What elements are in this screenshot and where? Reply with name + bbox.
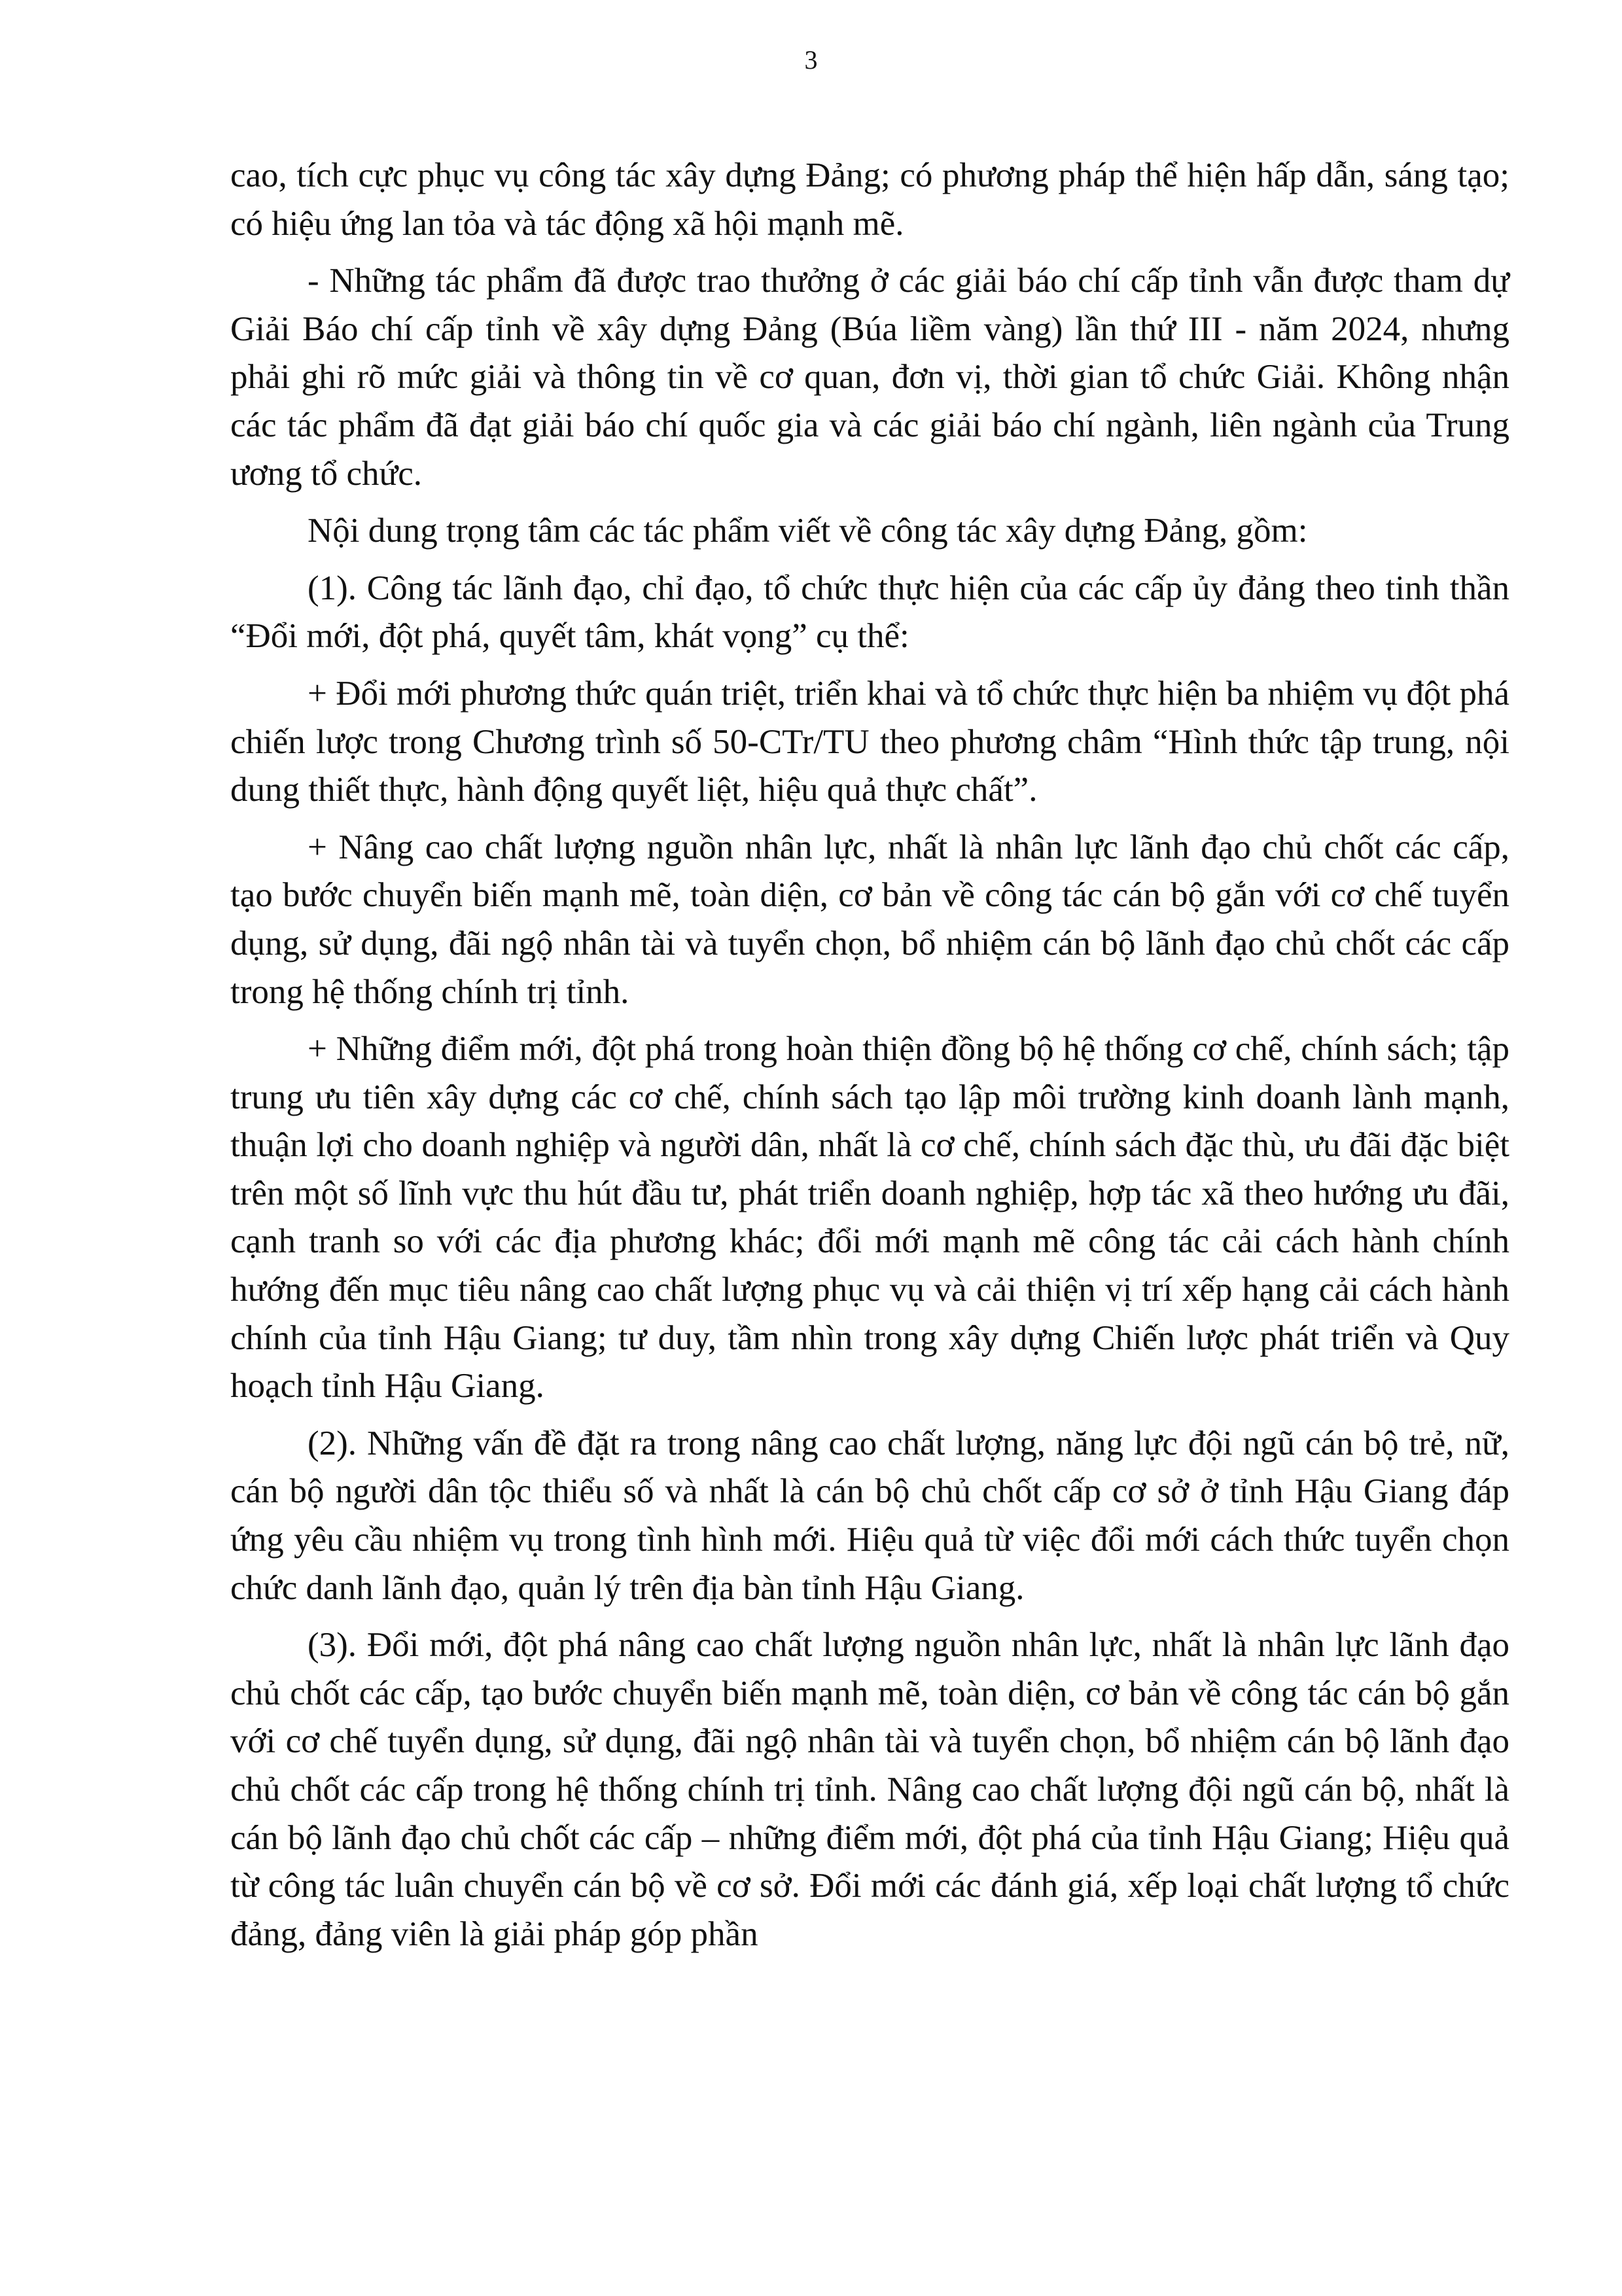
- paragraph-focus-content-intro: Nội dung trọng tâm các tác phẩm viết về công tác xây dựng Đảng, gồm:: [308, 512, 1308, 550]
- document-body: [230, 152, 1509, 1968]
- paragraph-continuation: cao, tích cực phục vụ công tác xây dựng Đảng; có phương pháp thể hiện hấp dẫn, sáng tạo; có hiệu ứng lan tỏa và tác động xã hội mạnh mẽ.: [230, 156, 1509, 243]
- page-number: 3: [804, 45, 818, 75]
- paragraph-item-1-bullet-3: + Những điểm mới, đột phá trong hoàn thiện đồng bộ hệ thống cơ chế, chính sách; tập trung ưu tiên xây dựng các cơ chế, chính sách tạo lập môi trường kinh doanh lành mạnh, thuận lợi cho doanh nghiệp và người dân, nhất là cơ chế, chính sách đặc thù, ưu đãi đặc biệt trên một số lĩnh vực thu hút đầu tư, phát triển doanh nghiệp, hợp tác xã theo hướng ưu đãi, cạnh tranh so với các địa phương khác; đổi mới mạnh mẽ công tác cải cách hành chính hướng đến mục tiêu nâng cao chất lượng phục vụ và cải thiện vị trí xếp hạng cải cách hành chính của tỉnh Hậu Giang; tư duy, tầm nhìn trong xây dựng Chiến lược phát triển và Quy hoạch tỉnh Hậu Giang.: [230, 1030, 1509, 1405]
- paragraph-item-2: (2). Những vấn đề đặt ra trong nâng cao chất lượng, năng lực đội ngũ cán bộ trẻ, nữ, cán bộ người dân tộc thiểu số và nhất là cán bộ chủ chốt cấp cơ sở ở tỉnh Hậu Giang đáp ứng yêu cầu nhiệm vụ trong tình hình mới. Hiệu quả từ việc đổi mới cách thức tuyển chọn chức danh lãnh đạo, quản lý trên địa bàn tỉnh Hậu Giang.: [230, 1424, 1509, 1607]
- paragraph-item-1-bullet-2: + Nâng cao chất lượng nguồn nhân lực, nhất là nhân lực lãnh đạo chủ chốt các cấp, tạo bước chuyển biến mạnh mẽ, toàn diện, cơ bản về công tác cán bộ gắn với cơ chế tuyển dụng, sử dụng, đãi ngộ nhân tài và tuyển chọn, bổ nhiệm cán bộ lãnh đạo chủ chốt các cấp trong hệ thống chính trị tỉnh.: [230, 828, 1509, 1011]
- paragraph-item-3: (3). Đổi mới, đột phá nâng cao chất lượng nguồn nhân lực, nhất là nhân lực lãnh đạo chủ chốt các cấp, tạo bước chuyển biến mạnh mẽ, toàn diện, cơ bản về công tác cán bộ gắn với cơ chế tuyển dụng, sử dụng, đãi ngộ nhân tài và tuyển chọn, bổ nhiệm cán bộ lãnh đạo chủ chốt các cấp trong hệ thống chính trị tỉnh. Nâng cao chất lượng đội ngũ cán bộ, nhất là cán bộ lãnh đạo chủ chốt các cấp – những điểm mới, đột phá của tỉnh Hậu Giang; Hiệu quả từ công tác luân chuyển cán bộ về cơ sở. Đổi mới các đánh giá, xếp loại chất lượng tổ chức đảng, đảng viên là giải pháp góp phần: [230, 1626, 1509, 1953]
- paragraph-item-1: (1). Công tác lãnh đạo, chỉ đạo, tổ chức thực hiện của các cấp ủy đảng theo tinh thần “Đổi mới, đột phá, quyết tâm, khát vọng” cụ thể:: [230, 569, 1509, 656]
- paragraph-item-1-bullet-1: + Đổi mới phương thức quán triệt, triển khai và tổ chức thực hiện ba nhiệm vụ đột phá chiến lược trong Chương trình số 50-CTr/TU theo phương châm “Hình thức tập trung, nội dung thiết thực, hành động quyết liệt, hiệu quả thực chất”.: [230, 674, 1509, 809]
- paragraph-awarded-works-rule: - Những tác phẩm đã được trao thưởng ở các giải báo chí cấp tỉnh vẫn được tham dự Giải Báo chí cấp tỉnh về xây dựng Đảng (Búa liềm vàng) lần thứ III - năm 2024, nhưng phải ghi rõ mức giải và thông tin về cơ quan, đơn vị, thời gian tổ chức Giải. Không nhận các tác phẩm đã đạt giải báo chí quốc gia và các giải báo chí ngành, liên ngành của Trung ương tổ chức.: [230, 262, 1509, 493]
